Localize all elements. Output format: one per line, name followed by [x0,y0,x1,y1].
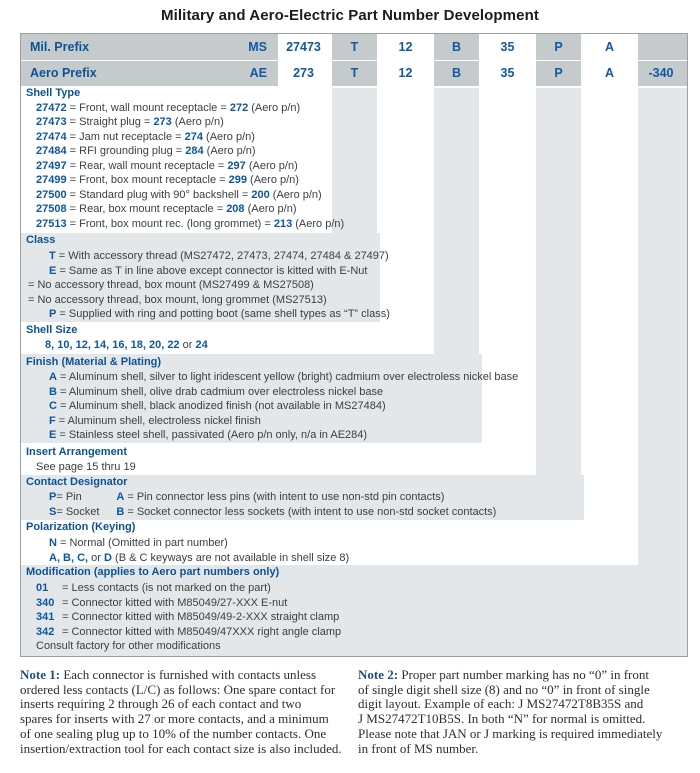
text-line: P= Pin A = Pin connector less pins (with intent to use non-std pin contacts) [49,491,445,503]
mil-class: T [350,40,359,54]
mil-insert: 35 [500,40,515,54]
text-line: A, B, C, or D (B & C keyways are not available in shell size 8) [49,552,350,564]
text-line: 27472 = Front, wall mount receptacle = 272 (Aero p/n) [36,102,301,114]
text-line: 340 = Connector kitted with M85049/27-XXX E-nut [36,596,288,609]
section-heading: Finish (Material & Plating) [26,356,162,368]
text-line: P = Supplied with ring and potting boot (same shell types as “T” class) [49,308,390,321]
section-lines [21,249,681,322]
aero-shell-type: 273 [293,66,314,80]
text-line: C = Aluminum shell, black anodized finish (not available in MS27484) [49,400,386,413]
text-line: Note 2: Proper part number marking has no “0” in front [358,667,649,682]
aero-polarization: A [604,66,615,80]
text-line: ordered less contacts (L/C) as follows: One spare contact for [20,681,336,697]
section-lines [21,581,681,654]
section-lines [21,490,681,520]
header-row-mil [21,34,687,60]
text-line: See page 15 thru 19 [36,461,136,473]
section-heading: Shell Size [26,324,78,336]
section-finish [21,356,681,443]
text-line: Note 1: Each connector is furnished with contacts unless [20,667,317,682]
note-2 [358,668,686,756]
text-line: = No accessory thread, box mount (MS27499 & MS27508) [28,279,314,292]
note-1 [20,668,358,756]
text-line: 27499 = Front, box mount receptacle = 299 (Aero p/n) [36,174,299,187]
section-lines [21,370,681,443]
text-line: 8, 10, 12, 14, 16, 18, 20, 22 or 24 [45,339,208,351]
mil-polarization: A [604,40,615,54]
mil-contact: P [554,40,563,54]
section-lines [21,536,681,566]
text-line: N = Normal (Omitted in part number) [49,537,228,549]
section-shell-size [21,324,681,353]
text-line: of single digit shell size (8) and no “0” in front of single [358,681,650,697]
text-line: E = Stainless steel shell, passivated (Aero p/n only, n/a in AE284) [49,429,368,442]
text-line: of one sealing plug up to 10% of the number contacts. One [20,725,327,741]
section-heading: Polarization (Keying) [26,521,136,533]
mil-shell-size: 12 [398,40,413,54]
text-line: digit layout. Example of each: J MS27472T8B35S and [358,696,644,712]
text-line: spares for inserts with 27 or more contacts, and a minimum [20,711,329,727]
mil-prefix-label: Mil. Prefix [30,40,90,54]
aero-class: T [350,66,359,80]
aero-finish: B [451,66,462,80]
text-line: inserts requiring 2 through 26 of each contact and two [20,696,302,712]
text-line: Consult factory for other modifications [36,640,221,652]
mil-prefix-value: MS [248,40,267,54]
text-line: 27513 = Front, box mount rec. (long grommet) = 213 (Aero p/n) [36,217,345,230]
text-line: 341 = Connector kitted with M85049/49-2-XXX straight clamp [36,611,340,623]
text-line: E = Same as T in line above except connector is kitted with E-Nut [49,264,368,277]
text-line: F = Aluminum shell, electroless nickel finish [49,414,261,427]
text-line: 27473 = Straight plug = 273 (Aero p/n) [36,116,224,129]
text-line: 27484 = RFI grounding plug = 284 (Aero p/n) [36,145,256,158]
aero-prefix-value: AE [249,66,267,80]
text-line: 27500 = Standard plug with 90° backshell = 200 (Aero p/n) [36,188,322,201]
text-line: T = With accessory thread (MS27472, 27473, 27474, 27484 & 27497) [49,250,389,262]
aero-insert: 35 [500,66,515,80]
text-line: 27508 = Rear, box mount receptacle = 208 (Aero p/n) [36,203,297,216]
part-number-table [20,33,688,657]
section-heading: Modification (applies to Aero part numbers only) [26,566,280,578]
text-line: 01 = Less contacts (is not marked on the part) [36,582,271,594]
aero-prefix-label: Aero Prefix [30,66,97,80]
text-line: = No accessory thread, box mount, long grommet (MS27513) [28,293,327,306]
aero-shell-size: 12 [398,66,413,80]
aero-modification: -340 [648,66,674,80]
text-line: 27497 = Rear, wall mount receptacle = 297 (Aero p/n) [36,159,298,172]
mil-shell-type: 27473 [286,40,321,54]
section-polarization [21,521,681,566]
text-line: J MS27472T10B5S. In both “N” for normal is omitted. [358,711,646,727]
text-line: 342 = Connector kitted with M85049/47XXX right angle clamp [36,625,342,638]
text-line: 27474 = Jam nut receptacle = 274 (Aero p/n) [36,130,255,143]
text-line: A = Aluminum shell, silver to light iridescent yellow (bright) cadmium over electroless nickel base [49,371,519,383]
section-lines [21,338,681,353]
page-title: Military and Aero-Electric Part Number Development [161,7,539,24]
section-heading: Shell Type [26,87,81,99]
section-modification [21,566,681,654]
text-line: Please note that JAN or J marking is required immediately [358,725,663,741]
section-heading: Class [26,234,56,246]
mil-finish: B [451,40,462,54]
text-line: B = Aluminum shell, olive drab cadmium over electroless nickel base [49,385,384,398]
section-lines [21,101,681,231]
section-lines [21,460,681,475]
section-class [21,234,681,322]
section-heading: Insert Arrangement [26,446,128,458]
section-insert-arrangement [21,446,681,475]
section-shell-type [21,87,681,231]
section-heading: Contact Designator [26,476,128,488]
header-row-aero [21,60,687,86]
section-contact-designator [21,476,681,520]
text-line: insertion/extraction tool for each contact size is also included. [20,740,342,756]
text-line: S= Socket B = Socket connector less sockets (with intent to use non-std socket contacts) [49,506,497,518]
aero-contact: P [554,66,563,80]
text-line: in front of MS number. [358,740,479,756]
